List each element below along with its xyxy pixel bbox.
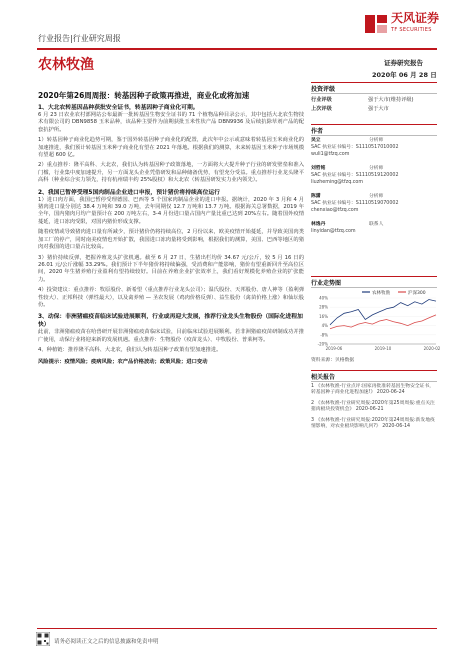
qr-code-icon — [36, 632, 50, 646]
footer-divider — [37, 628, 437, 629]
body-paragraph: 此前，非洲猪瘟疫苗在哈兽研开展非洲猪瘟疫苗临床试验，目前临床试验进展顺利。若非洲猪瘟疫苗研制成功并推广使用，动保行业将迎来新的发展机遇。重点推荐：生物股份（疫苗龙头）、中牧股份、普莱柯等。 — [38, 329, 304, 343]
author-role: 分析师 — [369, 194, 384, 199]
y-tick-label: 40% — [319, 295, 328, 301]
y-tick-label: -20% — [317, 341, 328, 347]
author-role: 联系人 — [369, 222, 384, 227]
report-category: 行业报告|行业研究周报 — [38, 34, 121, 43]
body-paragraph: 4）投资建议：重点推荐：牧原股份、新希望（重点推荐行业龙头公司）；温氏股份、天邦股份、唐人神等（盈利弹性较大）、正邦科技（弹性最大），以及禽养殖 — 圣农发展（鸡肉价格反弹）、益生股份（禽苗价格上涨）和仙坛股份。 — [38, 287, 304, 308]
logo-main-text: 天风证券 — [391, 11, 440, 25]
related-report-item[interactable]: 1 《农林牧渔-行业点评:国家再批准转基因生物安全证书，转基因种子商业化进程加速!》 2020-06-24 — [311, 384, 435, 396]
header-divider — [37, 48, 437, 50]
rating-divider — [311, 82, 437, 83]
rating-label: 行业评级 — [311, 97, 332, 103]
author-id: SAC 执业证书编号：S1110519070002 — [311, 201, 399, 206]
trend-divider — [311, 276, 437, 277]
sector-title: 农林牧渔 — [38, 57, 94, 73]
disclaimer: 请务必阅读正文之后的信息披露和免责申明 — [54, 639, 159, 645]
tf-logo-icon — [364, 12, 388, 36]
author-id: SAC 执业证书编号：S1110519120002 — [311, 173, 399, 178]
body-paragraph: 随着疫情或导致猪肉进口量有所减少，预计猪价仍将持续高位，2 月份以来，欧美疫情开始蔓延，并导致美国肉类加工厂的停产，同时南美疫情也开始扩散，我国进口冻肉量将受到影响，根据我们的测算，美国、巴西等地区的猪肉对我国的进口量占比较高。 — [38, 229, 304, 251]
report-type: 证券研究报告 — [384, 59, 423, 67]
author-title: 作者 — [311, 128, 324, 135]
x-tick-label: 2020-02 — [423, 346, 440, 351]
related-list — [311, 384, 437, 430]
author-divider-thin — [311, 135, 437, 136]
rating-divider-thin — [311, 93, 437, 94]
y-tick-label: 16% — [319, 313, 328, 319]
author-name: 陈潇 — [311, 194, 321, 199]
series-line-1 — [330, 315, 436, 329]
related-title: 相关报告 — [311, 374, 336, 381]
body-paragraph: 4、种植链：推荐隆平高科、大北农，我们认为转基因种子政策有望加速推进。 — [38, 347, 222, 354]
author-email[interactable]: wuli1@tfzq.com — [311, 152, 350, 157]
author-name: 刘哲铭 — [311, 166, 326, 171]
author-id: SAC 执业证书编号：S1110517010002 — [311, 145, 399, 150]
logo-sub-text: TF SECURITIES — [391, 27, 432, 33]
author-role: 分析师 — [369, 166, 384, 171]
author-block — [311, 138, 437, 242]
tf-securities-logo — [364, 10, 439, 38]
report-body — [38, 104, 304, 366]
section-heading: 1、大北农转基因品种获批安全证书，转基因种子商业化可期。 — [38, 105, 199, 111]
rating-value: 强于大市 — [368, 106, 389, 112]
rating-value: 强于大市(维持评级) — [368, 97, 414, 103]
related-divider — [311, 370, 437, 371]
body-paragraph: 3）猪价持续反弹，把握养殖龙头扩张机遇。截至 6 月 27 日，生猪出栏均价 34.67 元/公斤，较 5 月 16 日的 26.01 元/公斤涨幅 33.29%。我们预计下半年猪价将持续偏强，受消费和产能影响，猪价有望重新回升至高位区间，2020 年生猪养殖行业盈利有望持续较好。目前在养殖企业扩张效率上，我们看好规模化养殖企业的扩张能力。 — [38, 254, 304, 283]
x-tick-label: 2019-10 — [374, 346, 392, 351]
body-paragraph: 6 月 23 日农业农村部网站公布最新一批转基因生物安全证书的 71 个植物品种目录公示，其中包括大北农生物技术有限公司的 DBN9858 玉米品种，该品种主要作为前期获批玉米性状产品 DBN9936 及后续抗除草剂产品的配套抗护所。 — [38, 112, 304, 133]
report-date: 2020年 06 月 28 日 — [372, 71, 437, 79]
author-email[interactable]: linyidan@tfzq.com — [311, 229, 356, 234]
y-tick-label: -8% — [320, 332, 328, 338]
y-tick-label: 28% — [319, 304, 328, 310]
x-tick-label: 2019-06 — [325, 346, 343, 351]
related-divider-thin — [311, 381, 437, 382]
body-paragraph: 1）转基因种子商业化趋势可期，鉴于国外转基因种子商业化的配置，此次年中公示或意味着转基因玉米商业化的加速推进，我们预计转基因玉米种子商业化有望在 2021 年落地。根据我们的测算，未来转基因玉米种子市场规模有望超 600 亿。 — [38, 137, 304, 159]
report-title: 2020年第26周周报：转基因种子政策再推进，商业化或将加速 — [38, 91, 250, 100]
rating-title: 投资评级 — [311, 86, 336, 93]
legend-label-series0: 农林牧渔 — [372, 291, 390, 296]
related-report-item[interactable]: 2 《农林牧渔-行业研究周报:2020年第25周周报:重点关注猪肉板块投资机会》 2020-06-21 — [311, 400, 435, 413]
author-email[interactable]: liuzheming@tfzq.com — [311, 180, 364, 185]
author-email[interactable]: chenxiao@tfzq.com — [311, 208, 359, 213]
related-report-item[interactable]: 3 《农林牧渔-行业研究周报:2020年第24周周报:新发地疫情影响，对农业板块影响几何?》 2020-06-14 — [311, 417, 435, 430]
author-name: 林逸丹 — [311, 222, 326, 227]
rating-label: 上次评级 — [311, 106, 332, 112]
author-role: 分析师 — [369, 138, 384, 143]
industry-trend-chart — [308, 288, 440, 356]
y-tick-label: 4% — [321, 323, 328, 329]
author-name: 吴立 — [311, 138, 321, 143]
author-divider — [311, 124, 437, 125]
section-heading: 3、动保：非洲猪瘟疫苗临床试验进展顺利，行业或再迎大发展，推荐行业龙头生物股份（国际化进程加快） — [38, 314, 303, 329]
risk-notice: 风险提示：疫情风险；疫病风险；农产品价格波动；政策风险；进口变动 — [38, 358, 208, 365]
section-heading: 2、我国已暂停受理5国肉制品企业进口申报，预计猪价将持续高位运行 — [38, 189, 220, 196]
legend-label-series1: 沪深300 — [408, 291, 426, 296]
body-paragraph: 1）进口肉方面，我国已暂停受理德国、巴西等 5 个国家肉制品企业的进口申报。据统计，2020 年 3 月和 4 月猪肉进口量分别达 38.4 万吨和 39.0 万吨，去年同期仅 12.7 万吨和 13.7 万吨。根据海关总署数据，2019 年全年，国内猪肉月均产量预计在 200 万吨左右，3-4 月份进口量占国内产量比重已达到 20%左右。随着国外疫情蔓延，进口冻肉受限，对国内猪价形成支撑。 — [38, 196, 304, 225]
trend-title: 行业走势图 — [311, 280, 342, 287]
chart-source: 资料来源：贝格数据 — [311, 358, 355, 363]
body-paragraph: 2）重点推荐：隆平高科、大北农，我们认为转基因种子政策落地，一方面将大大提升种子行业的研发壁垒和准入门槛，行业集中度加速提升，另一方面龙头企业凭借研发和品种储备优势，有望充分受益。重点推荐行业龙头隆平高科（种业综合实力领先，持有杭州瑞丰约 25%股权）和大北农（转基因研发实力业内领先）。 — [38, 162, 304, 184]
